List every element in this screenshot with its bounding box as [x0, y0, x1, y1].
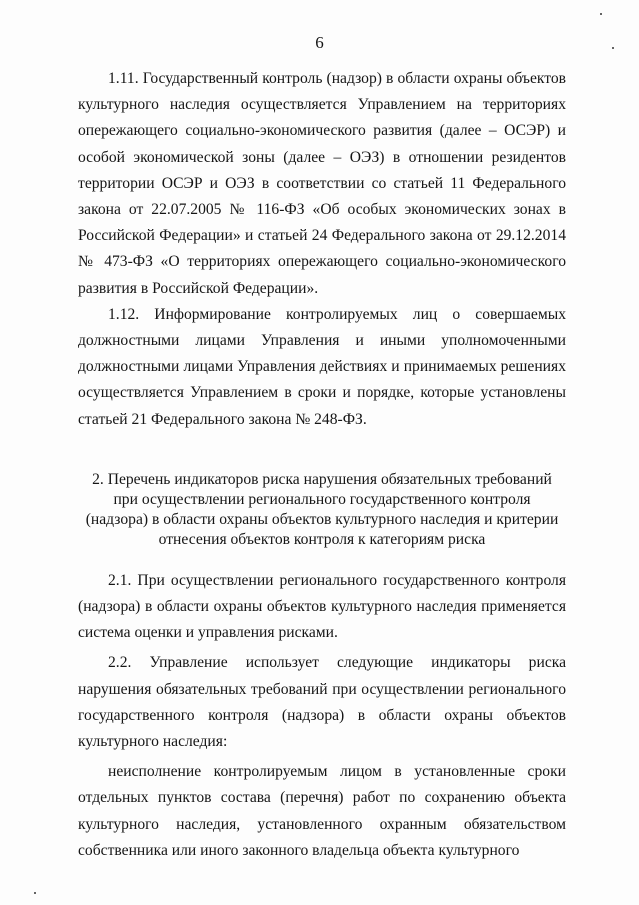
paragraph-2-2: 2.2. Управление использует следующие индикаторы риска нарушения обязательных требований при осуществлении регионального государственного контроля (надзора) в области охраны объектов культурного наследия: — [78, 654, 566, 751]
scan-speck — [600, 13, 602, 15]
page-number: 6 — [315, 33, 324, 52]
document-body — [78, 66, 566, 864]
section-2-heading: 2. Перечень индикаторов риска нарушения обязательных требований при осуществлении регионального государственного контроля (надзора) в области охраны объектов культурного наследия и критерии отнесения объектов контроля к категориям риска — [85, 470, 559, 548]
paragraph-1-11: 1.11. Государственный контроль (надзор) в области охраны объектов культурного наследия осуществляется Управлением на территориях опережающего социально-экономического развития (далее – ОСЭР) и особой экономической зоны (далее – ОЭЗ) в отношении резидентов территории ОСЭР и ОЭЗ в соответствии со статьей 11 Федерального закона от 22.07.2005 № 116-ФЗ «Об особых экономических зонах в Российской Федерации» и статьей 24 Федерального закона от 29.12.2014 № 473-ФЗ «О территориях опережающего социально-экономического развития в Российской Федерации». — [78, 70, 566, 297]
paragraph-indicator-1: неисполнение контролируемым лицом в установленные сроки отдельных пунктов состава (перечня) работ по сохранению объекта культурного наследия, установленного охранным обязательством собственника или иного законного владельца объекта культурного — [78, 763, 566, 859]
paragraph-1-12: 1.12. Информирование контролируемых лиц о совершаемых должностными лицами Управления и иными уполномоченными должностными лицами Управления действиях и принимаемых решениях осуществляется Управлением в сроки и порядке, которые установлены статьей 21 Федерального закона № 248-ФЗ. — [78, 305, 566, 428]
scan-speck — [612, 47, 614, 49]
paragraph-2-1: 2.1. При осуществлении регионального государственного контроля (надзора) в области охраны объектов культурного наследия применяется система оценки и управления рисками. — [78, 571, 566, 642]
scan-speck — [34, 892, 36, 894]
